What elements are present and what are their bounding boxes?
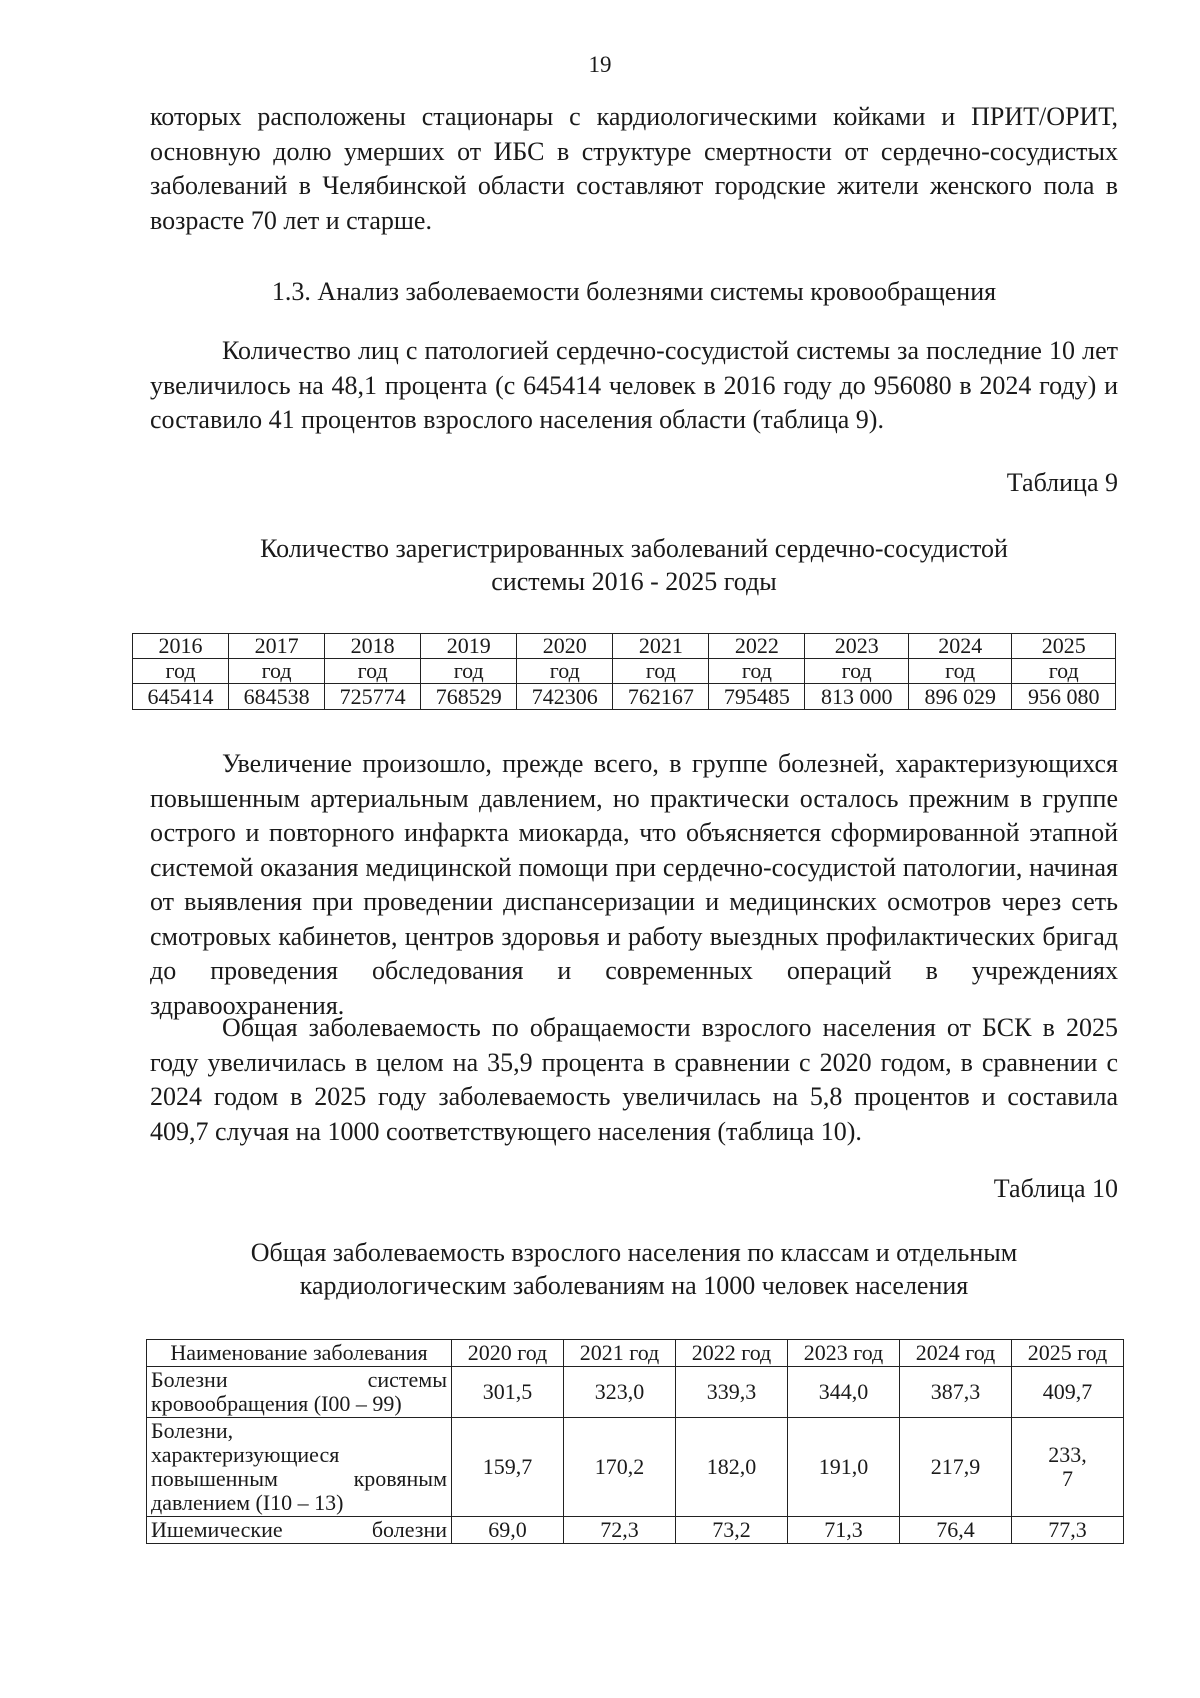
table9-year: 2025 bbox=[1012, 634, 1116, 659]
table10-header: 2022 год bbox=[676, 1340, 788, 1367]
table10-value: 76,4 bbox=[900, 1517, 1012, 1544]
table9-title-line2: системы 2016 - 2025 годы bbox=[491, 567, 777, 596]
table9-value: 795485 bbox=[709, 684, 805, 710]
table9-year: 2024 bbox=[908, 634, 1012, 659]
table10-value: 170,2 bbox=[564, 1418, 676, 1517]
name-line: давлением (I10 – 13) bbox=[151, 1490, 344, 1515]
table9-value: 725774 bbox=[325, 684, 421, 710]
table-row bbox=[147, 1517, 1124, 1544]
table9-title-line1: Количество зарегистрированных заболеваний сердечно-сосудистой bbox=[260, 534, 1008, 563]
table9-year: 2018 bbox=[325, 634, 421, 659]
table9 bbox=[132, 633, 1116, 710]
table10-value: 233, 7 bbox=[1012, 1418, 1124, 1517]
table10-value: 339,3 bbox=[676, 1367, 788, 1418]
table10-value: 409,7 bbox=[1012, 1367, 1124, 1418]
table10-header: 2024 год bbox=[900, 1340, 1012, 1367]
table10-value: 323,0 bbox=[564, 1367, 676, 1418]
page-number: 19 bbox=[588, 52, 612, 77]
paragraph-count: Количество лиц с патологией сердечно-сосудистой системы за последние 10 лет увеличилось на 48,1 процента (с 645414 человек в 2016 году до 956080 в 2024 году) и составило 41 процентов взрослого населения области (таблица 9). bbox=[150, 336, 1118, 434]
table9-value: 684538 bbox=[229, 684, 325, 710]
table10-value: 159,7 bbox=[452, 1418, 564, 1517]
paragraph-intro: которых расположены стационары с кардиологическими койками и ПРИТ/ОРИТ, основную долю умерших от ИБС в структуре смертности от сердечно-сосудистых заболеваний в Челябинской области составляют городские жители женского пола в возрасте 70 лет и старше. bbox=[150, 102, 1118, 235]
table10-value: 344,0 bbox=[788, 1367, 900, 1418]
section-heading: 1.3. Анализ заболеваемости болезнями системы кровообращения bbox=[271, 277, 997, 306]
paragraph-increase: Увеличение произошло, прежде всего, в группе болезней, характеризующихся повышенным артериальным давлением, но практически осталось прежним в группе острого и повторного инфаркта миокарда, что объясняется сформированной этапной системой оказания медицинской помощи при сердечно-сосудистой патологии, начиная от выявления при проведении диспансеризации и медицинских осмотров через сеть смотровых кабинетов, центров здоровья и работу выездных профилактических бригад до проведения обследования и современных операций в учреждениях здравоохранения. bbox=[150, 749, 1118, 1020]
name-line: Болезни системы bbox=[151, 1367, 447, 1392]
name-line: характеризующиеся bbox=[151, 1442, 340, 1467]
table-row bbox=[147, 1367, 1124, 1418]
table9-value: 768529 bbox=[421, 684, 517, 710]
table9-year: 2019 bbox=[421, 634, 517, 659]
table9-year: 2023 bbox=[805, 634, 909, 659]
table10-disease-name bbox=[147, 1517, 452, 1544]
table10-header: Наименование заболевания bbox=[147, 1340, 452, 1367]
table10-value: 217,9 bbox=[900, 1418, 1012, 1517]
table10-header-row bbox=[147, 1340, 1124, 1367]
table10-value: 77,3 bbox=[1012, 1517, 1124, 1544]
table10-title bbox=[150, 1236, 1118, 1302]
table10-value: 69,0 bbox=[452, 1517, 564, 1544]
table9-unit: год bbox=[805, 659, 909, 684]
table10-value: 71,3 bbox=[788, 1517, 900, 1544]
name-line: кровообращения (I00 – 99) bbox=[151, 1391, 402, 1416]
table9-unit-row bbox=[133, 659, 1116, 684]
table9-title bbox=[150, 532, 1118, 598]
table10-header: 2020 год bbox=[452, 1340, 564, 1367]
table9-value: 896 029 bbox=[908, 684, 1012, 710]
table9-unit: год bbox=[1012, 659, 1116, 684]
table10-title-line2: кардиологическим заболеваниям на 1000 человек населения bbox=[299, 1271, 969, 1300]
table9-year: 2020 bbox=[517, 634, 613, 659]
table9-year-row bbox=[133, 634, 1116, 659]
table9-value: 762167 bbox=[613, 684, 709, 710]
table10-value: 182,0 bbox=[676, 1418, 788, 1517]
paragraph-general: Общая заболеваемость по обращаемости взрослого населения от БСК в 2025 году увеличилась в целом на 35,9 процента в сравнении с 2020 годом, в сравнении с 2024 годом в 2025 году заболеваемость увеличилась на 5,8 процентов и составила 409,7 случая на 1000 соответствующего населения (таблица 10). bbox=[150, 1013, 1118, 1146]
table9-value: 813 000 bbox=[805, 684, 909, 710]
table9-value: 956 080 bbox=[1012, 684, 1116, 710]
table9-unit: год bbox=[908, 659, 1012, 684]
table9-caption: Таблица 9 bbox=[1006, 468, 1118, 497]
table9-unit: год bbox=[613, 659, 709, 684]
table10-caption: Таблица 10 bbox=[993, 1174, 1118, 1203]
table9-unit: год bbox=[709, 659, 805, 684]
table9-year: 2016 bbox=[133, 634, 229, 659]
table10-value: 191,0 bbox=[788, 1418, 900, 1517]
table9-unit: год bbox=[325, 659, 421, 684]
name-line: повышенным кровяным bbox=[151, 1466, 447, 1491]
table10-value: 73,2 bbox=[676, 1517, 788, 1544]
table9-year: 2017 bbox=[229, 634, 325, 659]
table9-unit: год bbox=[133, 659, 229, 684]
table10-value: 301,5 bbox=[452, 1367, 564, 1418]
name-line: Болезни, bbox=[151, 1418, 234, 1443]
table9-unit: год bbox=[421, 659, 517, 684]
table10-value: 387,3 bbox=[900, 1367, 1012, 1418]
name-line: Ишемические болезни bbox=[151, 1517, 447, 1542]
table9-value: 742306 bbox=[517, 684, 613, 710]
table9-year: 2021 bbox=[613, 634, 709, 659]
table9-unit: год bbox=[229, 659, 325, 684]
table10-title-line1: Общая заболеваемость взрослого населения по классам и отдельным bbox=[250, 1238, 1018, 1267]
table10-disease-name bbox=[147, 1367, 452, 1418]
table10 bbox=[146, 1339, 1124, 1544]
table-row bbox=[147, 1418, 1124, 1517]
table10-header: 2023 год bbox=[788, 1340, 900, 1367]
table9-unit: год bbox=[517, 659, 613, 684]
table10-header: 2021 год bbox=[564, 1340, 676, 1367]
table9-value-row bbox=[133, 684, 1116, 710]
table9-value: 645414 bbox=[133, 684, 229, 710]
table10-header: 2025 год bbox=[1012, 1340, 1124, 1367]
table9-year: 2022 bbox=[709, 634, 805, 659]
table10-value: 72,3 bbox=[564, 1517, 676, 1544]
table10-disease-name bbox=[147, 1418, 452, 1517]
